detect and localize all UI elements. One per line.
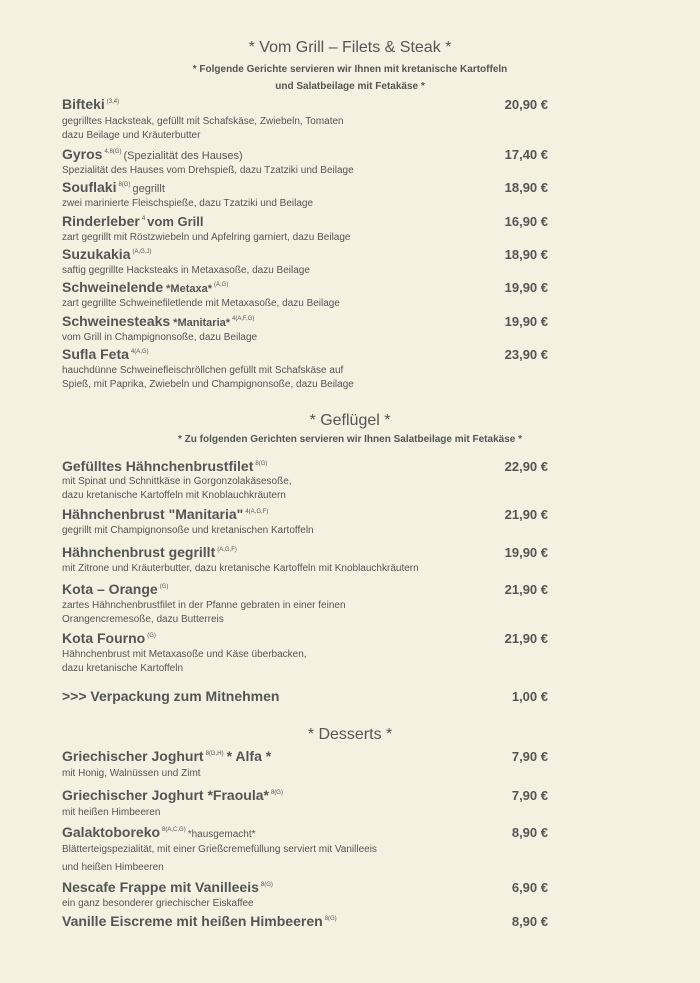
dish-description: zartes Hähnchenbrustfilet in der Pfanne gebraten in einer feinen (62, 600, 346, 611)
dish-price: 20,90 € (504, 97, 548, 112)
dish-price: 22,90 € (504, 459, 548, 474)
dish-description: mit Honig, Walnüssen und Zimt (62, 768, 201, 779)
dish-description: mit Spinat und Schnittkäse in Gorgonzolakäsesoße, (62, 476, 292, 487)
dish-description: zart gegrillte Schweinefiletlende mit Metaxasoße, dazu Beilage (62, 298, 340, 309)
dish-name: Gefülltes Hähnchenbrustfilet $^{8(G)}$ (62, 458, 268, 474)
dish-description: Spieß, mit Paprika, Zwiebeln und Champignonsoße, dazu Beilage (62, 379, 354, 390)
dish-name: Griechischer Joghurt *Fraoula* $^{8(G)}$ (62, 787, 283, 803)
dish-price: 8,90 € (511, 914, 548, 929)
poultry-section-subtitle: * Zu folgenden Gerichten servieren wir Ihnen Salatbeilage mit Fetakäse * (178, 434, 522, 445)
dish-price: 23,90 € (504, 347, 548, 362)
allergen-codes: 8(G) (324, 916, 337, 922)
dish-description: Spezialität des Hauses vom Drehspieß, dazu Tzatziki und Beilage (62, 165, 354, 176)
allergen-codes: 4(A,G) (130, 349, 149, 355)
grill-section-title: * Vom Grill – Filets & Steak * (248, 39, 452, 56)
dish-name: Hähnchenbrust gegrillt $^{(A,G,F)}$ (62, 544, 237, 560)
dish-description: Hähnchenbrust mit Metaxasoße und Käse überbacken, (62, 649, 307, 660)
dish-description: saftig gegrillte Hacksteaks in Metaxasoße, dazu Beilage (62, 265, 310, 276)
dish-description: und heißen Himbeeren (62, 862, 164, 873)
dish-price: 8,90 € (511, 825, 548, 840)
allergen-codes: (3,4) (106, 99, 120, 105)
dish-name: Kota – Orange $^{(G)}$ (62, 581, 169, 597)
dish-name: Kota Fourno $^{(G)}$ (62, 630, 156, 646)
allergen-codes: 8(G,H) (205, 751, 224, 757)
dish-price: 19,90 € (504, 545, 548, 560)
dish-name: Schweinelende *Metaxa* $^{(A,G)}$ (62, 279, 229, 295)
dish-description: dazu kretanische Kartoffeln mit Knoblauchkräutern (62, 490, 286, 501)
dish-description: zwei marinierte Fleischspieße, dazu Tzatziki und Beilage (62, 198, 314, 209)
dish-name: Nescafe Frappe mit Vanilleeis $^{8(G)}$ (62, 879, 273, 895)
allergen-codes: 8(A,C,G) (162, 827, 186, 833)
allergen-codes: 8(G) (270, 790, 283, 796)
dish-price: 6,90 € (511, 880, 548, 895)
dish-description: dazu Beilage und Kräuterbutter (62, 130, 201, 141)
dish-description: vom Grill in Champignonsoße, dazu Beilage (62, 332, 258, 343)
dish-name: Vanille Eiscreme mit heißen Himbeeren $^{8(G)}$ (62, 913, 337, 929)
dish-description: gegrillt mit Champignonsoße und kretanischen Kartoffeln (62, 525, 314, 536)
dish-description: mit heißen Himbeeren (62, 807, 161, 818)
grill-section-subtitle: und Salatbeilage mit Fetakäse * (275, 81, 425, 92)
dish-name: Hähnchenbrust "Manitaria" $^{4(A,G,F)}$ (62, 506, 269, 522)
dish-price: 19,90 € (504, 280, 548, 295)
allergen-codes: (G) (147, 633, 156, 639)
dish-description: Blätterteigspezialität, mit einer Grießcremefüllung serviert mit Vanilleeis (62, 844, 377, 855)
dish-description: gegrilltes Hacksteak, gefüllt mit Schafskäse, Zwiebeln, Tomaten (62, 116, 344, 127)
dish-name: Griechischer Joghurt $^{8(G,H)}$ * Alfa * (62, 748, 272, 764)
allergen-codes: 4(A,F,G) (232, 316, 255, 322)
dish-price: 18,90 € (504, 180, 548, 195)
dish-price: 21,90 € (504, 507, 548, 522)
allergen-codes: 8(G) (260, 882, 273, 888)
dish-description: Orangencremesoße, dazu Butterreis (62, 614, 224, 625)
desserts-section-title: * Desserts * (307, 726, 393, 743)
allergen-codes: (A,G,F) (217, 547, 237, 553)
dish-price: 18,90 € (504, 247, 548, 262)
allergen-codes: (A,G) (214, 282, 229, 288)
allergen-codes: 8(G) (118, 182, 131, 188)
dish-price: 21,90 € (504, 631, 548, 646)
allergen-codes: (A,G,J) (132, 249, 152, 255)
dish-description: hauchdünne Schweinefleischröllchen gefüllt mit Schafskäse auf (62, 365, 344, 376)
allergen-codes: 8(G) (255, 461, 268, 467)
allergen-codes: (G) (159, 584, 169, 590)
dish-description: mit Zitrone und Kräuterbutter, dazu kretanische Kartoffeln mit Knoblauchkräutern (62, 563, 419, 574)
dish-name: Bifteki $^{(3,4)}$ (62, 96, 120, 112)
dish-name: Souflaki $^{8(G)}$ gegrillt (62, 179, 165, 195)
dish-name: Schweinesteaks *Manitaria* $^{4(A,F,G)}$ (62, 313, 255, 329)
dish-price: 17,40 € (504, 147, 548, 162)
dish-price: 7,90 € (511, 788, 548, 803)
allergen-codes: 4(A,G,F) (245, 509, 269, 515)
dish-name: Gyros $^{4,8(G)}$ (Spezialität des Hauses) (62, 146, 243, 162)
takeaway-packaging-price: 1,00 € (511, 689, 548, 704)
dish-description: zart gegrillt mit Röstzwiebeln und Apfelring garniert, dazu Beilage (62, 232, 351, 243)
allergen-codes: 4 (141, 216, 146, 222)
dish-name: Sufla Feta $^{4(A,G)}$ (62, 346, 149, 362)
dish-price: 21,90 € (504, 582, 548, 597)
dish-description: dazu kretanische Kartoffeln (62, 663, 184, 674)
dish-price: 7,90 € (511, 749, 548, 764)
dish-name: Galaktoboreko $^{8(A,C,G)}$ *hausgemacht* (62, 824, 256, 840)
dish-price: 16,90 € (504, 214, 548, 229)
allergen-codes: 4,8(G) (104, 149, 122, 155)
poultry-section-title: * Geflügel * (309, 412, 391, 429)
takeaway-packaging-label: >>> Verpackung zum Mitnehmen (62, 688, 280, 704)
dish-name: Suzukakia $^{(A,G,J)}$ (62, 246, 152, 262)
grill-section-subtitle: * Folgende Gerichte servieren wir Ihnen mit kretanische Kartoffeln (192, 64, 508, 75)
dish-price: 19,90 € (504, 314, 548, 329)
dish-description: ein ganz besonderer griechischer Eiskaffee (62, 898, 254, 909)
dish-name: Rinderleber $^4$ vom Grill (62, 213, 204, 229)
